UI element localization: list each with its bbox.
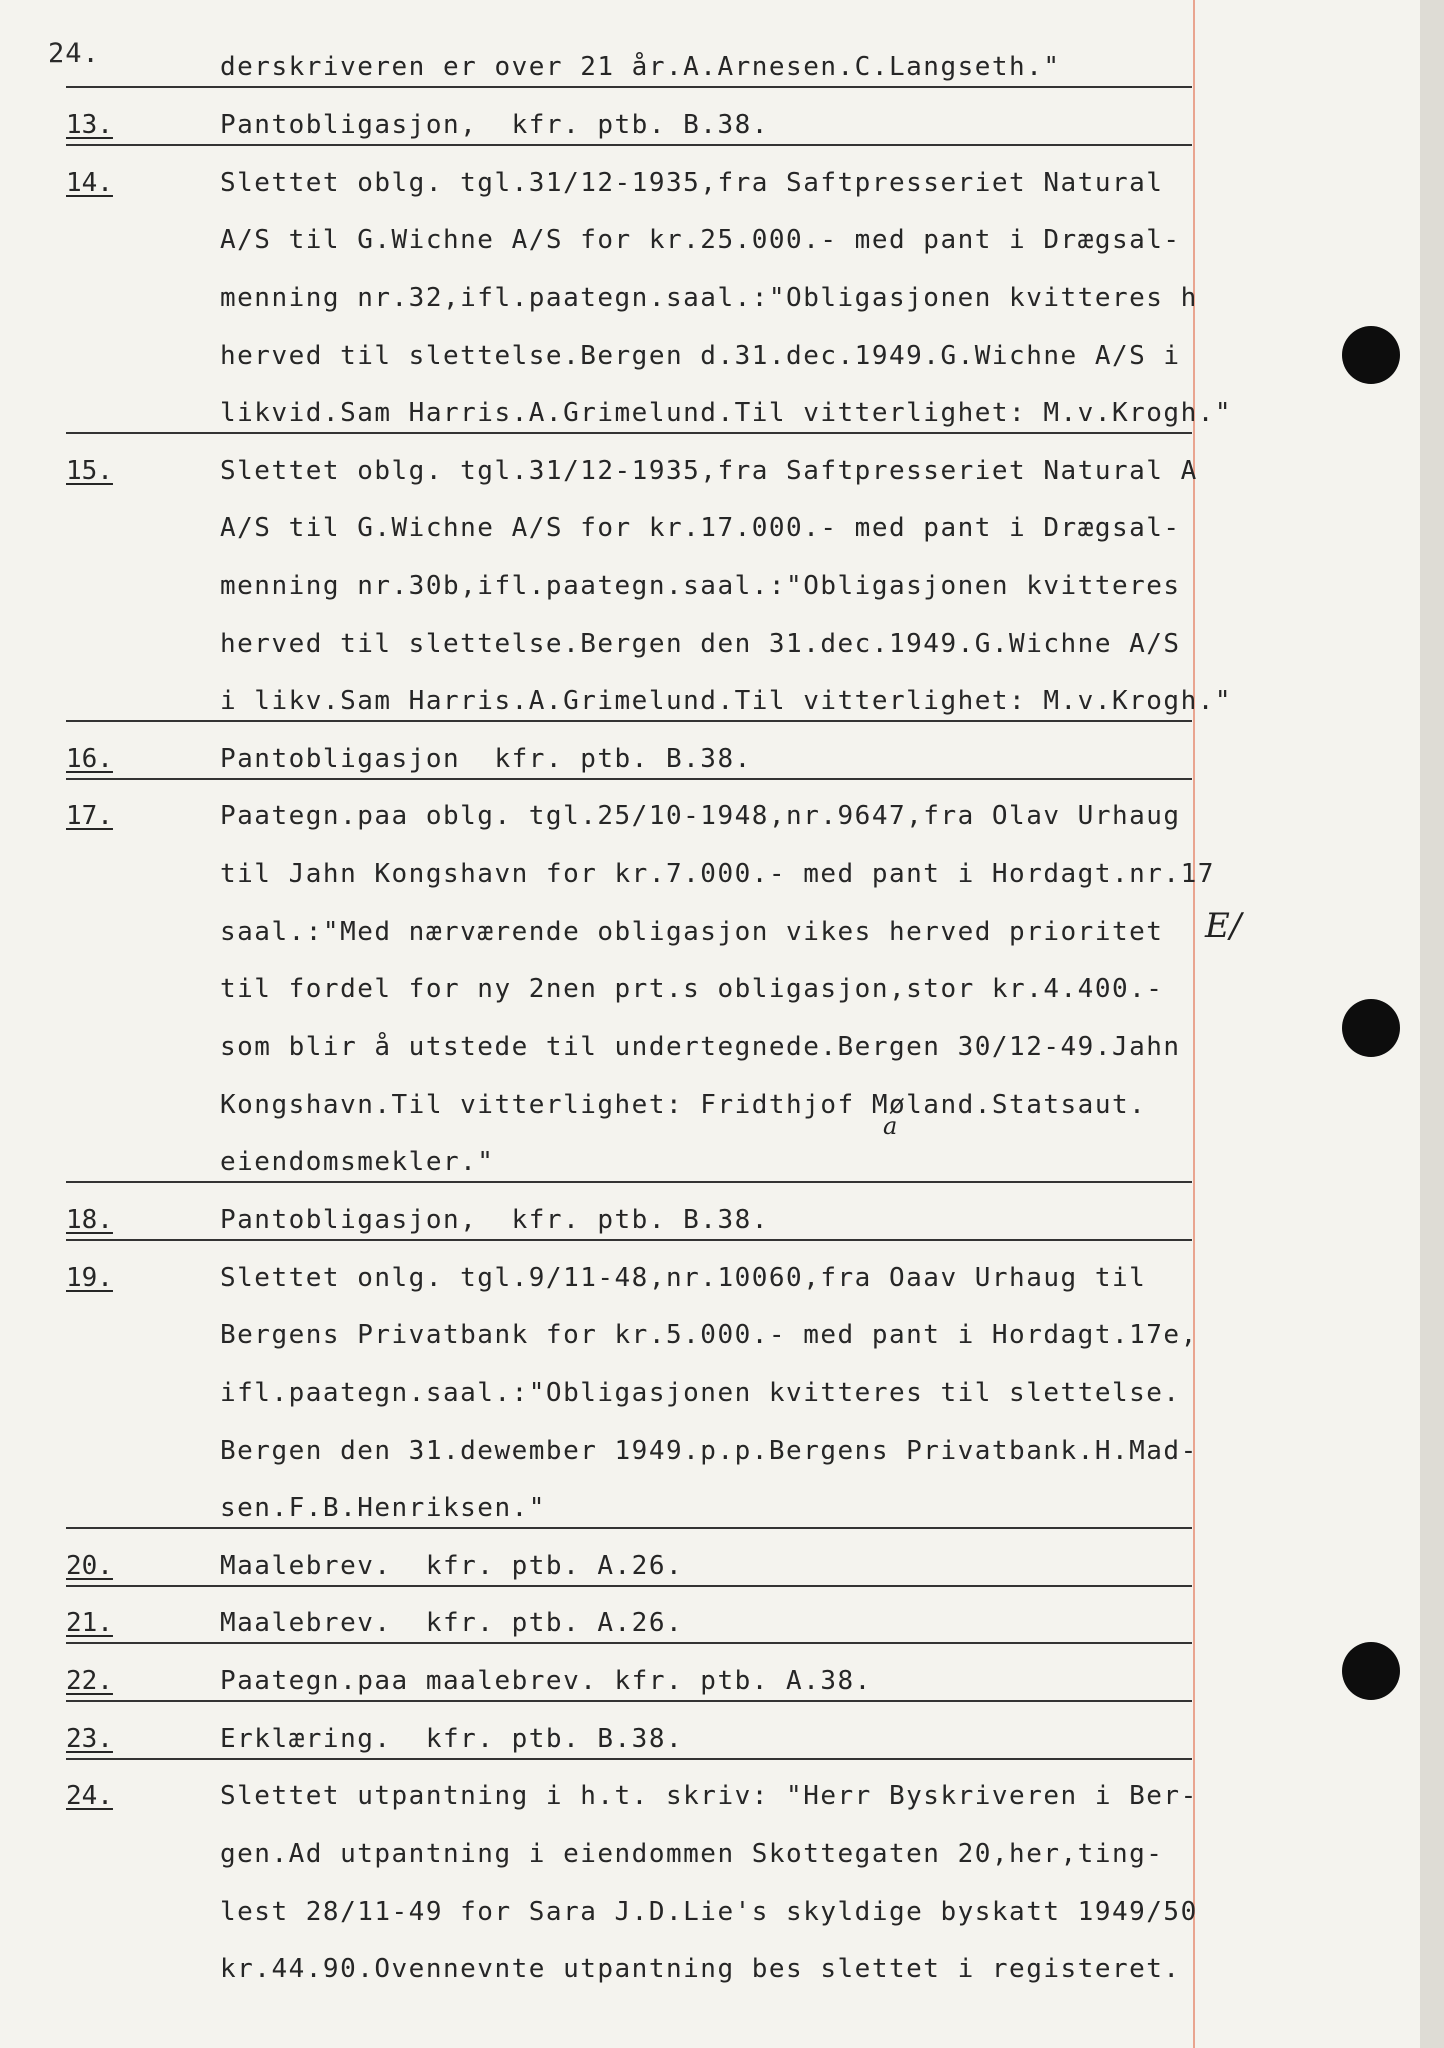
table-row: [0, 394, 1420, 434]
entry-text: sen.F.B.Henriksen.": [220, 1493, 546, 1523]
entry-text: herved til slettelse.Bergen d.31.dec.1949.G.Wichne A/S i: [220, 341, 1181, 371]
entry-number: 21.: [66, 1608, 113, 1638]
table-row: [0, 48, 1420, 88]
entry-text: Pantobligasjon, kfr. ptb. B.38.: [220, 110, 769, 140]
entry-text: som blir å utstede til undertegnede.Bergen 30/12-49.Jahn: [220, 1032, 1181, 1062]
table-row: [0, 1489, 1420, 1529]
table-row: [0, 337, 1420, 377]
table-row: [0, 1950, 1420, 1990]
table-row: [0, 1835, 1420, 1875]
table-row: [0, 682, 1420, 722]
entry-number: 23.: [66, 1724, 113, 1754]
entry-number: 20.: [66, 1551, 113, 1581]
table-row: [0, 1604, 1420, 1644]
table-row: [0, 797, 1420, 837]
table-row: [0, 1777, 1420, 1817]
table-row: [0, 740, 1420, 780]
table-row: [0, 1259, 1420, 1299]
entry-number: 17.: [66, 801, 113, 831]
table-row: [0, 1547, 1420, 1587]
entry-text: saal.:"Med nærværende obligasjon vikes herved prioritet: [220, 917, 1164, 947]
entry-text: Paategn.paa oblg. tgl.25/10-1948,nr.9647,fra Olav Urhaug: [220, 801, 1181, 831]
entry-text: herved til slettelse.Bergen den 31.dec.1949.G.Wichne A/S: [220, 629, 1181, 659]
entry-number: 14.: [66, 168, 113, 198]
entry-number: 13.: [66, 110, 113, 140]
entry-text: Bergens Privatbank for kr.5.000.- med pant i Hordagt.17e,: [220, 1320, 1198, 1350]
entry-text: Slettet oblg. tgl.31/12-1935,fra Saftpresseriet Natural A: [220, 456, 1198, 486]
handwritten-correction: a: [883, 1112, 898, 1140]
entry-text: i likv.Sam Harris.A.Grimelund.Til vitterlighet: M.v.Krogh.": [220, 686, 1233, 716]
table-row: [0, 970, 1420, 1010]
table-row: [0, 1143, 1420, 1183]
table-row: [0, 1201, 1420, 1241]
table-row: [0, 1720, 1420, 1760]
entry-text: likvid.Sam Harris.A.Grimelund.Til vitterlighet: M.v.Krogh.": [220, 398, 1233, 428]
entry-text: menning nr.32,ifl.paategn.saal.:"Obligasjonen kvitteres h: [220, 283, 1198, 313]
table-row: [0, 855, 1420, 895]
entry-text: A/S til G.Wichne A/S for kr.25.000.- med pant i Drægsal-: [220, 225, 1181, 255]
entry-text: menning nr.30b,ifl.paategn.saal.:"Obligasjonen kvitteres: [220, 571, 1181, 601]
entry-number: 15.: [66, 456, 113, 486]
entry-text: lest 28/11-49 for Sara J.D.Lie's skyldige byskatt 1949/50: [220, 1897, 1198, 1927]
page-number: 24.: [48, 38, 100, 69]
table-row: [0, 567, 1420, 607]
table-row: [0, 106, 1420, 146]
entry-text: Maalebrev. kfr. ptb. A.26.: [220, 1608, 684, 1638]
entry-text: Erklæring. kfr. ptb. B.38.: [220, 1724, 684, 1754]
table-row: [0, 1028, 1420, 1068]
entry-text: ifl.paategn.saal.:"Obligasjonen kvitteres til slettelse.: [220, 1378, 1181, 1408]
entry-text: Slettet onlg. tgl.9/11-48,nr.10060,fra Oaav Urhaug til: [220, 1263, 1147, 1293]
table-row: [0, 1893, 1420, 1933]
entry-text: til Jahn Kongshavn for kr.7.000.- med pant i Hordagt.nr.17: [220, 859, 1215, 889]
table-row: [0, 279, 1420, 319]
entry-text: A/S til G.Wichne A/S for kr.17.000.- med pant i Drægsal-: [220, 513, 1181, 543]
table-row: [0, 164, 1420, 204]
entry-number: 16.: [66, 744, 113, 774]
table-row: [0, 1662, 1420, 1702]
table-row: [0, 1374, 1420, 1414]
table-row: [0, 509, 1420, 549]
entry-text: Paategn.paa maalebrev. kfr. ptb. A.38.: [220, 1666, 872, 1696]
entry-number: 19.: [66, 1263, 113, 1293]
entry-text: Bergen den 31.dewember 1949.p.p.Bergens Privatbank.H.Mad-: [220, 1436, 1198, 1466]
table-row: [0, 1432, 1420, 1472]
entry-text: Pantobligasjon, kfr. ptb. B.38.: [220, 1205, 769, 1235]
table-row: [0, 625, 1420, 665]
entry-text: eiendomsmekler.": [220, 1147, 495, 1177]
entry-text: Slettet oblg. tgl.31/12-1935,fra Saftpresseriet Natural: [220, 168, 1164, 198]
entry-text: Maalebrev. kfr. ptb. A.26.: [220, 1551, 684, 1581]
entry-text: Pantobligasjon kfr. ptb. B.38.: [220, 744, 752, 774]
table-row: [0, 221, 1420, 261]
table-row: [0, 1316, 1420, 1356]
entry-text: til fordel for ny 2nen prt.s obligasjon,stor kr.4.400.-: [220, 974, 1164, 1004]
entry-text: kr.44.90.Ovennevnte utpantning bes slettet i registeret.: [220, 1954, 1181, 1984]
entry-number: 18.: [66, 1205, 113, 1235]
entry-text: Slettet utpantning i h.t. skriv: "Herr Byskriveren i Ber-: [220, 1781, 1198, 1811]
entry-number: 22.: [66, 1666, 113, 1696]
handwritten-margin-note: E/: [1205, 906, 1242, 946]
table-row: [0, 452, 1420, 492]
table-row: [0, 1086, 1420, 1126]
entry-text: gen.Ad utpantning i eiendommen Skottegaten 20,her,ting-: [220, 1839, 1164, 1869]
entry-text: derskriveren er over 21 år.A.Arnesen.C.Langseth.": [220, 52, 1061, 82]
entry-text: Kongshavn.Til vitterlighet: Fridthjof Møland.Statsaut.: [220, 1090, 1147, 1120]
entry-number: 24.: [66, 1781, 113, 1811]
